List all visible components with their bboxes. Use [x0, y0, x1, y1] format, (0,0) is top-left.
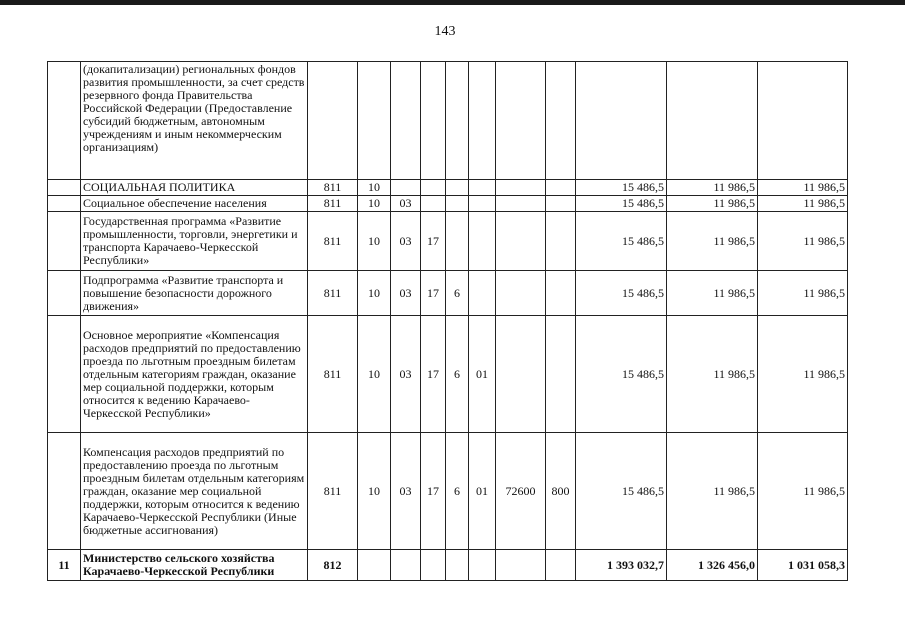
amount-year-1: 15 486,5 — [576, 180, 667, 196]
expense-type-code — [546, 550, 576, 581]
table-row — [48, 180, 848, 196]
section-code: 10 — [358, 180, 391, 196]
amount-year-2: 1 326 456,0 — [667, 550, 758, 581]
row-description: Социальное обеспечение населения — [81, 196, 308, 212]
table-row — [48, 550, 848, 581]
ministry-code: 812 — [308, 550, 358, 581]
section-code: 10 — [358, 316, 391, 433]
row-number — [48, 316, 81, 433]
program-code: 17 — [421, 212, 446, 271]
activity-code: 01 — [469, 316, 496, 433]
activity-code — [469, 180, 496, 196]
amount-year-1: 1 393 032,7 — [576, 550, 667, 581]
subsection-code: 03 — [391, 196, 421, 212]
amount-year-2: 11 986,5 — [667, 271, 758, 316]
section-code: 10 — [358, 196, 391, 212]
direction-code — [496, 550, 546, 581]
table-row — [48, 62, 848, 180]
amount-year-1: 15 486,5 — [576, 212, 667, 271]
row-description: Подпрограмма «Развитие транспорта и повышение безопасности дорожного движения» — [81, 271, 308, 316]
activity-code: 01 — [469, 433, 496, 550]
subsection-code — [391, 180, 421, 196]
subprogram-code: 6 — [446, 433, 469, 550]
expense-type-code — [546, 196, 576, 212]
program-code — [421, 62, 446, 180]
row-number: 11 — [48, 550, 81, 581]
program-code: 17 — [421, 271, 446, 316]
amount-year-3: 11 986,5 — [758, 271, 848, 316]
amount-year-1: 15 486,5 — [576, 196, 667, 212]
activity-code — [469, 196, 496, 212]
table-row — [48, 271, 848, 316]
expense-type-code — [546, 180, 576, 196]
subprogram-code — [446, 550, 469, 581]
subsection-code: 03 — [391, 316, 421, 433]
row-description: Государственная программа «Развитие промышленности, торговли, энергетики и транспорта Карачаево-Черкесской Республики» — [81, 212, 308, 271]
row-description: Компенсация расходов предприятий по предоставлению проезда по льготным проездным билетам отдельным категориям граждан, оказание мер социальной поддержки, которым относится к ведению Карачаево-Черкесской Республики (Иные бюджетные ассигнования) — [81, 433, 308, 550]
subsection-code: 03 — [391, 212, 421, 271]
direction-code — [496, 212, 546, 271]
activity-code — [469, 550, 496, 581]
ministry-code: 811 — [308, 196, 358, 212]
expense-type-code — [546, 212, 576, 271]
table-row — [48, 316, 848, 433]
amount-year-3: 11 986,5 — [758, 196, 848, 212]
ministry-code: 811 — [308, 271, 358, 316]
row-description: (докапитализации) региональных фондов развития промышленности, за счет средств резервного фонда Правительства Российской Федерации (Предоставление субсидий бюджетным, автономным учреждениям и иным некоммерческим организациям) — [81, 62, 308, 180]
budget-table — [47, 61, 848, 581]
program-code — [421, 196, 446, 212]
expense-type-code — [546, 316, 576, 433]
amount-year-2 — [667, 62, 758, 180]
page-number: 143 — [434, 24, 456, 39]
section-code: 10 — [358, 212, 391, 271]
direction-code — [496, 180, 546, 196]
subsection-code — [391, 62, 421, 180]
amount-year-3: 11 986,5 — [758, 433, 848, 550]
direction-code: 72600 — [496, 433, 546, 550]
amount-year-1: 15 486,5 — [576, 433, 667, 550]
subprogram-code: 6 — [446, 316, 469, 433]
subprogram-code — [446, 212, 469, 271]
program-code: 17 — [421, 316, 446, 433]
amount-year-2: 11 986,5 — [667, 316, 758, 433]
amount-year-2: 11 986,5 — [667, 433, 758, 550]
row-number — [48, 180, 81, 196]
section-code: 10 — [358, 433, 391, 550]
row-description: Министерство сельского хозяйства Карачаево-Черкесской Республики — [81, 550, 308, 581]
direction-code — [496, 271, 546, 316]
section-code — [358, 550, 391, 581]
amount-year-1 — [576, 62, 667, 180]
row-number — [48, 212, 81, 271]
row-number — [48, 433, 81, 550]
program-code — [421, 550, 446, 581]
subprogram-code — [446, 180, 469, 196]
activity-code — [469, 212, 496, 271]
amount-year-1: 15 486,5 — [576, 271, 667, 316]
amount-year-3: 11 986,5 — [758, 180, 848, 196]
amount-year-3: 1 031 058,3 — [758, 550, 848, 581]
table-row — [48, 196, 848, 212]
row-description: СОЦИАЛЬНАЯ ПОЛИТИКА — [81, 180, 308, 196]
direction-code — [496, 316, 546, 433]
row-number — [48, 271, 81, 316]
ministry-code: 811 — [308, 316, 358, 433]
expense-type-code — [546, 62, 576, 180]
subprogram-code — [446, 62, 469, 180]
table-row — [48, 433, 848, 550]
direction-code — [496, 196, 546, 212]
row-number — [48, 62, 81, 180]
subprogram-code — [446, 196, 469, 212]
program-code: 17 — [421, 433, 446, 550]
section-code — [358, 62, 391, 180]
subsection-code — [391, 550, 421, 581]
expense-type-code — [546, 271, 576, 316]
top-rule — [0, 0, 905, 5]
row-description: Основное мероприятие «Компенсация расходов предприятий по предоставлению проезда по льготным проездным билетам отдельным категориям граждан, оказание мер социальной поддержки, которым относится к ведению Карачаево-Черкесской Республики» — [81, 316, 308, 433]
subprogram-code: 6 — [446, 271, 469, 316]
subsection-code: 03 — [391, 271, 421, 316]
section-code: 10 — [358, 271, 391, 316]
ministry-code: 811 — [308, 180, 358, 196]
amount-year-2: 11 986,5 — [667, 180, 758, 196]
activity-code — [469, 62, 496, 180]
activity-code — [469, 271, 496, 316]
ministry-code: 811 — [308, 212, 358, 271]
row-number — [48, 196, 81, 212]
direction-code — [496, 62, 546, 180]
table-row — [48, 212, 848, 271]
amount-year-2: 11 986,5 — [667, 212, 758, 271]
amount-year-3: 11 986,5 — [758, 212, 848, 271]
ministry-code — [308, 62, 358, 180]
amount-year-3: 11 986,5 — [758, 316, 848, 433]
subsection-code: 03 — [391, 433, 421, 550]
amount-year-3 — [758, 62, 848, 180]
amount-year-2: 11 986,5 — [667, 196, 758, 212]
ministry-code: 811 — [308, 433, 358, 550]
expense-type-code: 800 — [546, 433, 576, 550]
amount-year-1: 15 486,5 — [576, 316, 667, 433]
program-code — [421, 180, 446, 196]
